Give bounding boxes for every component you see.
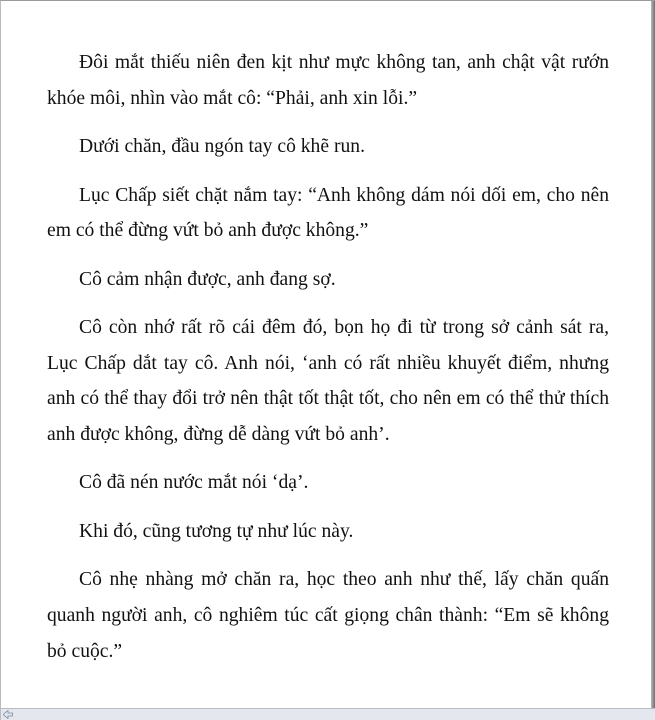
paragraph-2: Dưới chăn, đầu ngón tay cô khẽ run. [79, 136, 365, 158]
paragraph-6: Cô đã nén nước mắt nói ‘dạ’. [79, 472, 309, 494]
paragraph-1: Đôi mắt thiếu niên đen kịt như mực không tan, anh chật vật rướn khóe môi, nhìn vào mắt cô: “Phải, anh xin lỗi.” [47, 52, 609, 109]
document-body [47, 45, 609, 682]
paragraph-7: Khi đó, cũng tương tự như lúc này. [79, 520, 354, 542]
scroll-left-arrow-icon[interactable] [3, 710, 13, 719]
bottom-scroll-bar [1, 708, 655, 720]
page-edge-shadow [651, 1, 655, 709]
paragraph-3: Lục Chấp siết chặt nắm tay: “Anh không dám nói dối em, cho nên em có thể đừng vứt bỏ anh được không.” [47, 184, 609, 242]
paragraph-8: Cô nhẹ nhàng mở chăn ra, học theo anh như thế, lấy chăn quấn quanh người anh, cô nghiêm túc cất giọng chân thành: “Em sẽ không bỏ cuộc.” [47, 569, 609, 662]
paragraph-5: Cô còn nhớ rất rõ cái đêm đó, bọn họ đi từ trong sở cảnh sát ra, Lục Chấp dắt tay cô. Anh nói, ‘anh có rất nhiều khuyết điểm, nhưng anh có thể thay đổi trở nên thật tốt thật tốt, cho nên em có thể thử thích anh được không, đừng dễ dàng vứt bỏ anh’. [47, 317, 609, 445]
paragraph-4: Cô cảm nhận được, anh đang sợ. [79, 268, 336, 290]
